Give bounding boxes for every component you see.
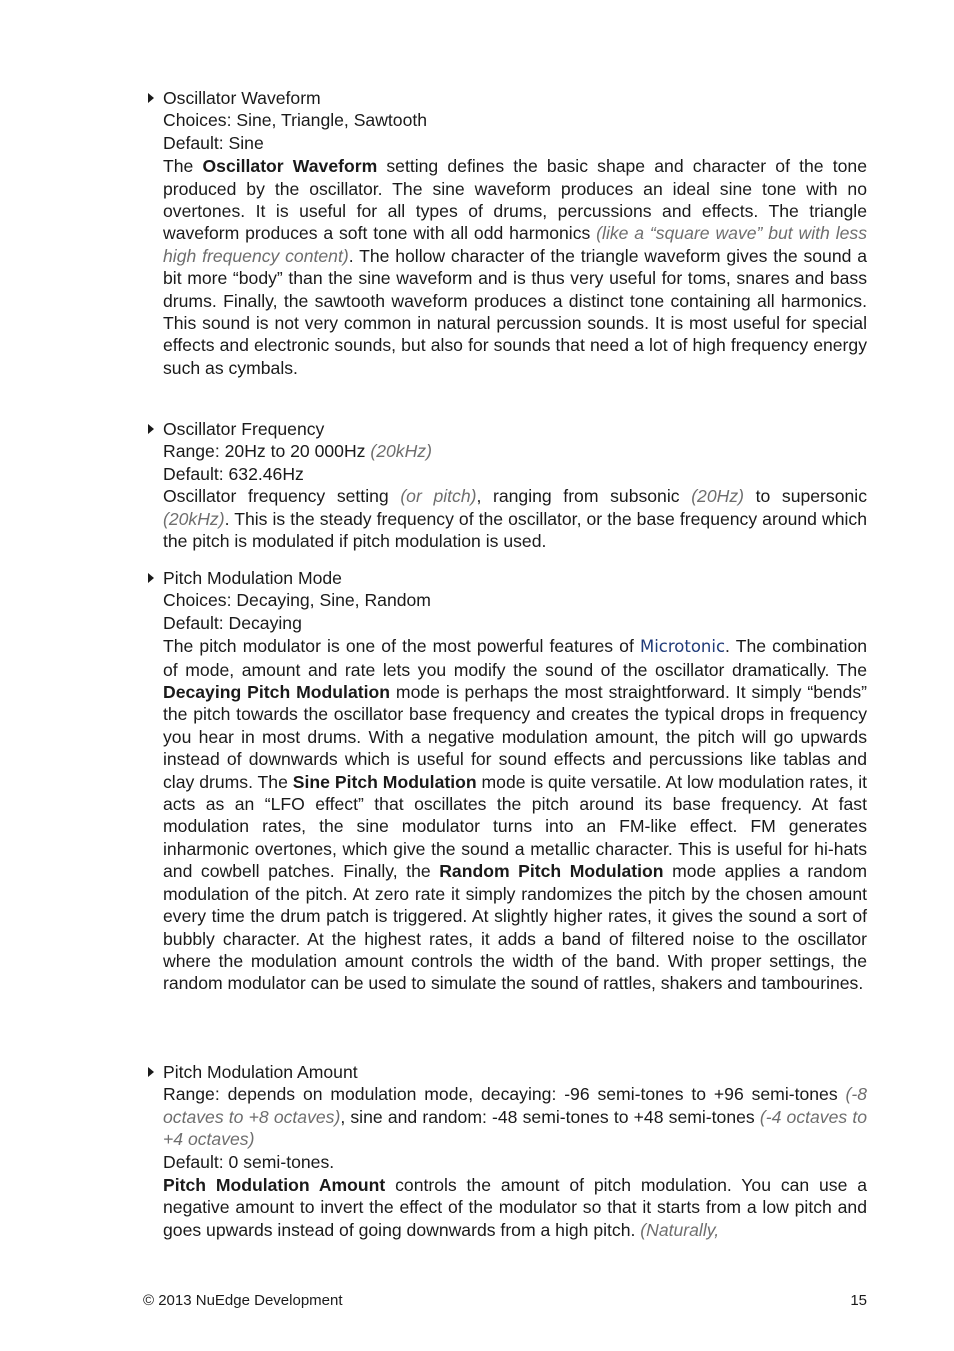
param-title: Pitch Modulation Amount [163, 1061, 867, 1083]
param-choices: Choices: Sine, Triangle, Sawtooth [163, 110, 428, 131]
product-name: Microtonic [639, 637, 726, 657]
param-default: Default: Sine [163, 132, 264, 153]
param-title: Oscillator Waveform [163, 87, 867, 109]
param-default: Default: Decaying [163, 612, 302, 633]
param-oscillator-waveform [163, 87, 867, 379]
bullet-triangle-icon [148, 1067, 154, 1077]
param-description: Pitch Modulation Amount controls the amount of pitch modulation. You can use a negative amount to invert the effect of the modulator so that it starts from a low pitch and goes upwards instead of going downwards from a high pitch. (Naturally, [163, 1175, 867, 1240]
param-description: The Oscillator Waveform setting defines the basic shape and character of the tone produced by the oscillator. The sine waveform produces an ideal sine tone with no overtones. It is useful for all types of drums, percussions and effects. The triangle waveform produces a soft tone with all odd harmonics (like a “square wave” but with less high frequency content). The hollow character of the triangle waveform gives the sound a bit more “body” than the sine waveform and is thus very useful for toms, snares and bass drums. Finally, the sawtooth waveform produces a distinct tone containing all harmonics. This sound is not very common in natural percussion sounds. It is most useful for special effects and electronic sounds, but also for sounds that need a lot of high frequency energy such as cymbals. [163, 156, 867, 378]
param-title: Pitch Modulation Mode [163, 567, 867, 589]
footer-copyright: © 2013 NuEdge Development [143, 1292, 343, 1309]
param-range: Range: depends on modulation mode, decaying: -96 semi-tones to +96 semi-tones (-8 octaves to +8 octaves), sine and random: -48 semi-tones to +48 semi-tones (-4 octaves to +4 octaves) [163, 1084, 868, 1150]
footer-page-number: 15 [850, 1292, 867, 1309]
param-title: Oscillator Frequency [163, 418, 867, 440]
param-description: Oscillator frequency setting (or pitch), ranging from subsonic (20Hz) to supersonic (20kHz). This is the steady frequency of the oscillator, or the base frequency around which the pitch is modulated if pitch modulation is used. [163, 486, 867, 552]
param-oscillator-frequency [163, 418, 867, 552]
param-default: Default: 0 semi-tones. [163, 1151, 335, 1172]
bullet-triangle-icon [148, 424, 154, 434]
bullet-triangle-icon [148, 93, 154, 103]
param-default: Default: 632.46Hz [163, 463, 304, 484]
param-choices: Choices: Decaying, Sine, Random [163, 590, 431, 611]
param-description: The pitch modulator is one of the most powerful features of Microtonic. The combination of mode, amount and rate lets you modify the sound of the oscillator dramatically. The Decaying Pitch Modulation mode is perhaps the most straightforward. It simply “bends” the pitch towards the oscillator base frequency and creates the typical drops in frequency you hear in most drums. With a negative modulation amount, the pitch will go upwards instead of downwards which is useful for sound effects and percussions like tablas and clay drums. The Sine Pitch Modulation mode is quite versatile. At low modulation rates, it acts as an “LFO effect” that oscillates the pitch around its base frequency. At fast modulation rates, the sine modulator turns into an FM-like effect. FM generates inharmonic overtones, which give the sound a metallic character. This is useful for hi-hats and cowbell patches. Finally, the Random Pitch Modulation mode applies a random modulation of the pitch. At zero rate it simply randomizes the pitch by the chosen amount every time the drum patch is triggered. At slightly higher rates, it gives the sound a sort of bubbly character. At the highest rates, it adds a band of filtered noise to the oscillator where the modulation amount controls the width of the band. With proper settings, the random modulator can be used to simulate the sound of rattles, shakers and tambourines. [163, 636, 868, 994]
param-pitch-modulation-amount [163, 1061, 867, 1241]
bullet-triangle-icon [148, 573, 154, 583]
param-pitch-modulation-mode [163, 567, 867, 995]
param-range: Range: 20Hz to 20 000Hz (20kHz) [163, 441, 432, 462]
